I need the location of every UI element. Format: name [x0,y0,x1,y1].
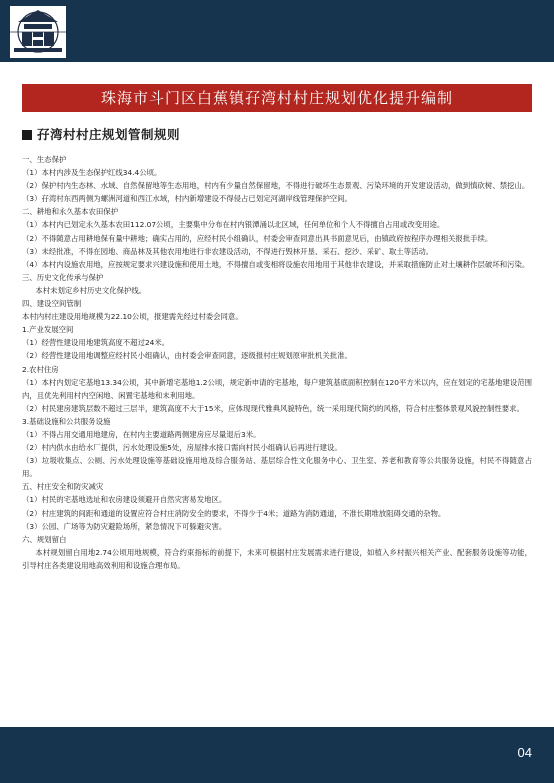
paragraph: （2）保护村内生态林、水域、自然保留地等生态用地，村内有少量自然保留地，不得进行破坏生态景观、污染环境的开发建设活动，做到慎砍树、禁挖山。 [22,181,530,191]
paragraph: （3）孖湾村东西两侧为螺洲河道和西江水域，村内新增建设不得侵占已划定河湖岸线管理保护空间。 [22,194,352,204]
logo [10,6,66,58]
paragraph: 本村规划留白用地2.74公顷用地规模，符合约束指标的前提下，未来可根据村庄发展需求进行建设，如植入乡村振兴相关产业、配套服务设施等功能，引导村庄各类建设用地高效利用和设施合理布局。 [22,547,532,570]
paragraph: （1）本村内划定宅基地13.34公顷，其中新增宅基地1.2公顷，规定新申请的宅基地，每户建筑基底面积控制在120平方米以内，应在划定的宅基地建设范围内，且优先利用村内空闲地、闲置宅基地和未利用地。 [22,377,532,400]
paragraph: 四、建设空间管制 [22,299,82,309]
paragraph: 3.基础设施和公共服务设施 [22,416,111,426]
paragraph: （2）村民建房建筑层数不超过三层半，建筑高度不大于15米，应体现现代雅典风貌特色，统一采用现代简约的风格，符合村庄整体景观风貌控制性要求。 [22,403,524,413]
paragraph: 1.产业发展空间 [22,325,74,335]
paragraph: 一、生态保护 [22,155,67,164]
paragraph: （1）本村内已划定永久基本农田112.07公顷，主要集中分布在村内银潭涌以北区域，任何单位和个人不得擅自占用或改变用途。 [22,220,445,230]
paragraph: 本村内村庄建设用地规模为22.10公顷，报建需先经过村委会同意。 [22,312,243,322]
paragraph: （4）本村内设施农用地，应按规定要求兴建设施和使用土地，不得擅自或变相将设施农用地用于其他非农建设，并采取措施防止对土壤耕作层破坏和污染。 [22,259,530,269]
paragraph: （1）不得占用交通用地建房，在村内主要道路两侧建房应尽量退后3米。 [22,429,261,439]
paragraph: （2）经营性建设用地调整应经村民小组确认，由村委会审查同意，逐级报村庄规划原审批机关批准。 [22,351,352,361]
top-banner [0,0,554,62]
section-heading: 孖湾村村庄规划管制规则 [37,127,181,142]
paragraph: 本村未划定乡村历史文化保护线。 [35,285,147,295]
paragraph: （1）经营性建设用地建筑高度不超过24米。 [22,338,170,348]
page-number: 04 [517,745,532,760]
paragraph: （2）村内供水由给水厂提供，污水处理设施5处，房屋排水接口需向村民小组确认后再进行建设。 [22,443,342,453]
house-seal-logo-icon [10,6,66,58]
paragraph: 二、耕地和永久基本农田保护 [22,207,119,217]
paragraph: （1）本村内涉及生态保护红线34.4公顷。 [22,168,162,178]
paragraph: 五、村庄安全和防灾减灾 [22,482,104,492]
paragraph: （2）村庄建筑的间距和通道的设置应符合村庄消防安全的要求，不得少于4米；道路为消防通道，不准长期堆放阻碍交通的杂物。 [22,508,446,518]
heading-bullet-icon [22,130,32,140]
bottom-banner [0,727,554,783]
paragraph: （3）未经批准，不得在园地、商品林及其他农用地进行非农建设活动，不得进行毁林开垦、采石、挖沙、采矿、取土等活动。 [22,246,434,256]
paragraph: （3）公园、广场等为防灾避险场所，紧急情况下可躲避灾害。 [22,521,227,531]
paragraph: 六、规划留白 [22,534,67,544]
paragraph: （3）垃圾收集点、公厕、污水处理设施等基础设施用地及综合服务站、基层综合性文化服务中心、卫生室、养老和教育等公共服务设施，村民不得随意占用。 [22,456,532,479]
document-title-bar [22,84,532,112]
regulation-text [22,153,532,572]
document-title: 珠海市斗门区白蕉镇孖湾村村庄规划优化提升编制 [100,89,453,107]
paragraph: 2.农村住房 [22,364,59,374]
paragraph: 三、历史文化传承与保护 [22,272,104,282]
paragraph: （1）村民的宅基地选址和农房建设须避开自然灾害易发地区。 [22,495,227,505]
paragraph: （2）不得随意占用耕地保有量中耕地；确实占用的，应经村民小组确认，村委会审查同意出具书面意见后，由镇政府按程序办理相关报批手续。 [22,233,493,243]
